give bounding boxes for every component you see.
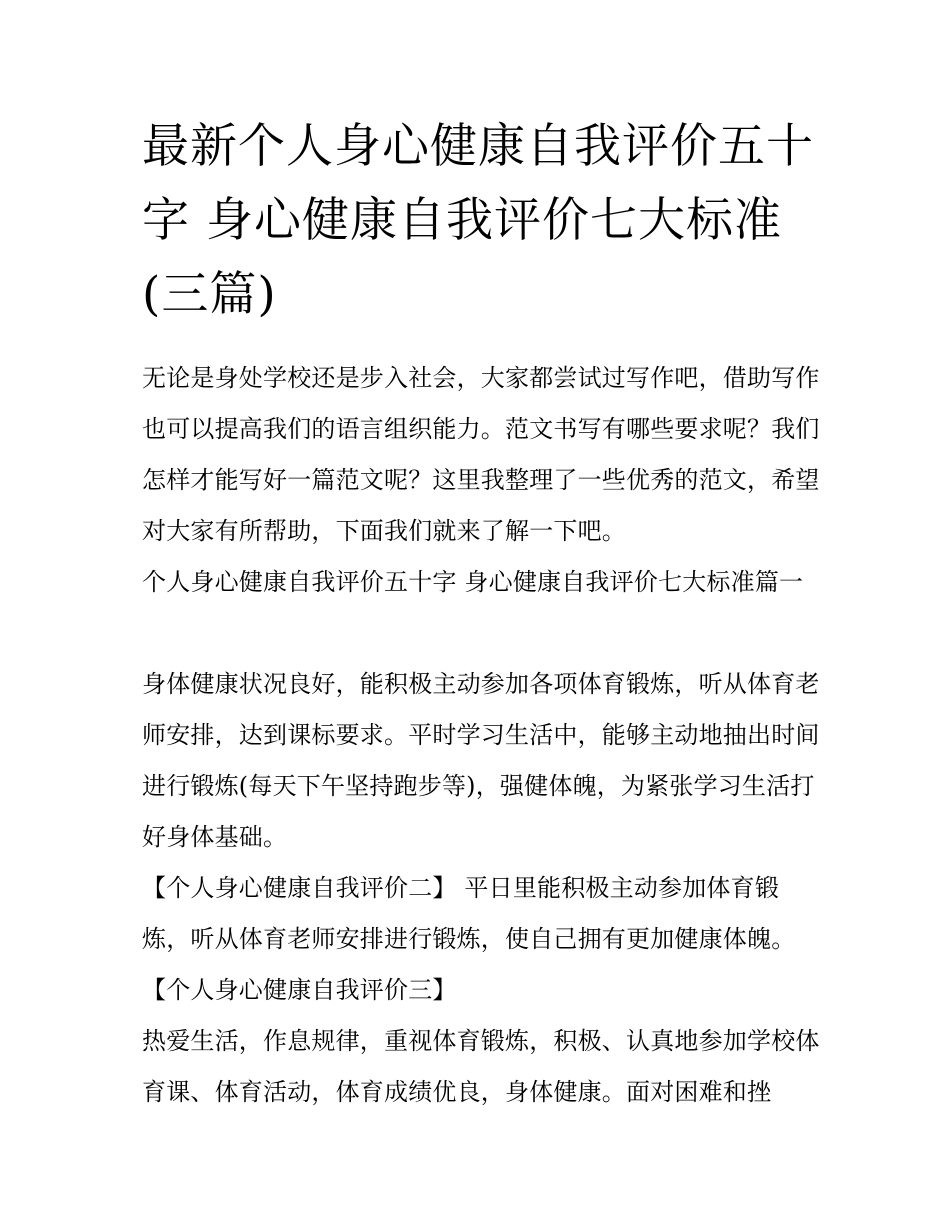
- document-title: 最新个人身心健康自我评价五十字 身心健康自我评价七大标准(三篇): [142, 119, 814, 322]
- section-one-paragraph: 身体健康状况良好，能积极主动参加各项体育锻炼，听从体育老师安排，达到课标要求。平时学习生活中，能够主动地抽出时间进行锻炼(每天下午坚持跑步等)，强健体魄，为紧张学习生活打好身体基础。: [142, 670, 820, 851]
- evaluation-three-paragraph: 热爱生活，作息规律，重视体育锻炼，积极、认真地参加学校体育课、体育活动，体育成绩优良，身体健康。面对困难和挫: [142, 1027, 820, 1106]
- evaluation-two-paragraph: 【个人身心健康自我评价二】 平日里能积极主动参加体育锻炼，听从体育老师安排进行锻炼，使自己拥有更加健康体魄。: [142, 874, 796, 953]
- evaluation-three-heading: 【个人身心健康自我评价三】: [142, 976, 457, 1004]
- section-heading-one: 个人身心健康自我评价五十字 身心健康自我评价七大标准篇一: [142, 568, 804, 596]
- intro-paragraph: 无论是身处学校还是步入社会，大家都尝试过写作吧，借助写作也可以提高我们的语言组织能力。范文书写有哪些要求呢？我们怎样才能写好一篇范文呢？这里我整理了一些优秀的范文，希望对大家有所帮助，下面我们就来了解一下吧。: [142, 364, 820, 545]
